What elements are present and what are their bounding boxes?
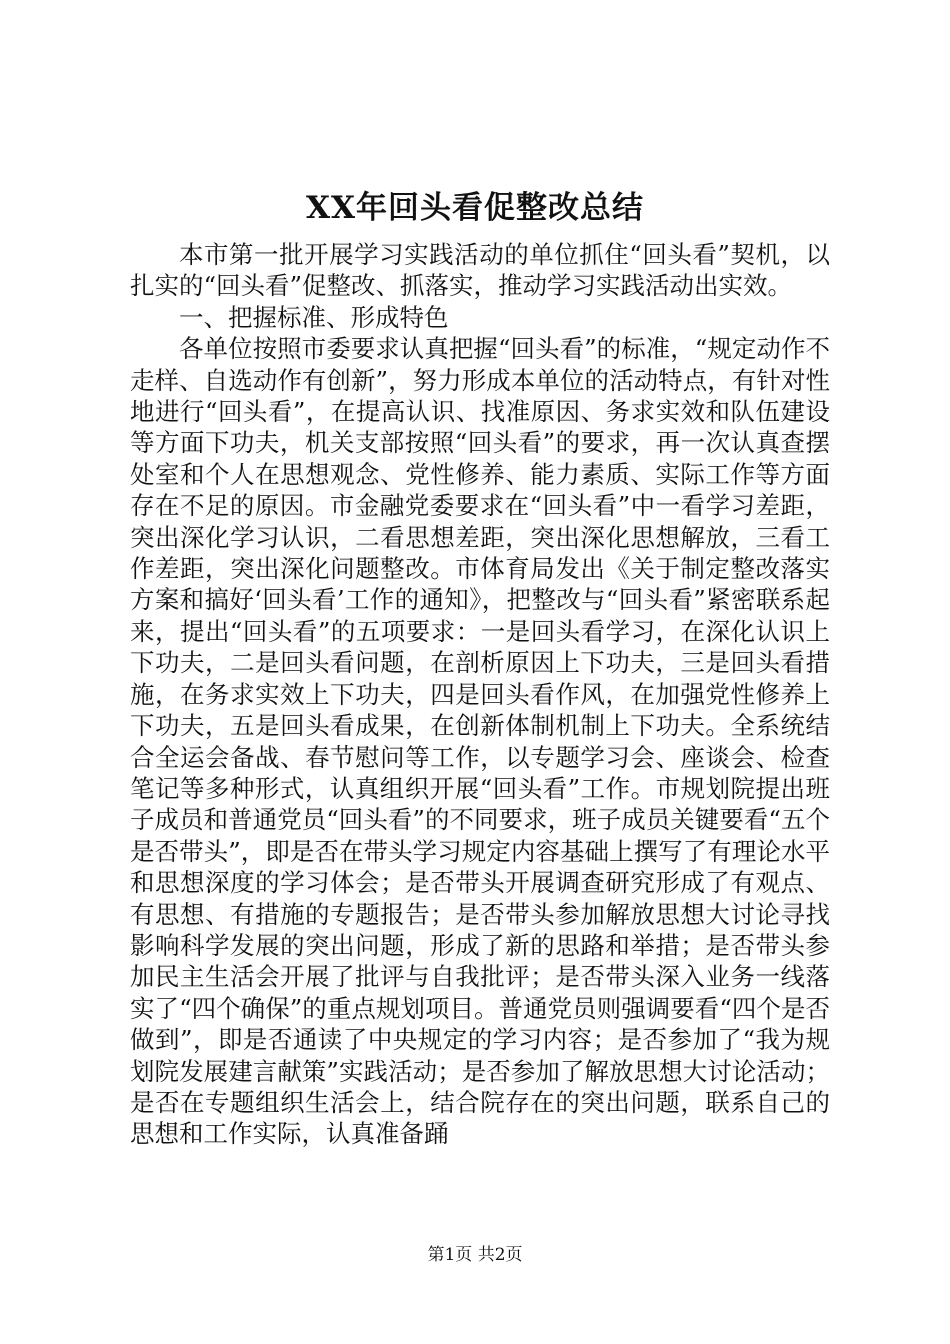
section-heading: 一、把握标准、形成特色 (179, 302, 449, 332)
intro-paragraph: 本市第一批开展学习实践活动的单位抓住“回头看”契机，以扎实的“回头看”促整改、抓落实，推动学习实践活动出实效。 (130, 240, 830, 301)
page-number-footer: 第1页 共2页 (427, 1245, 523, 1265)
document-title: XX年回头看促整改总结 (305, 190, 645, 226)
document-body (130, 239, 830, 1150)
body-paragraph: 各单位按照市委要求认真把握“回头看”的标准，“规定动作不走样、自选动作有创新”，努力形成本单位的活动特点，有针对性地进行“回头看”，在提高认识、找准原因、务求实效和队伍建设等方面下功夫，机关支部按照“回头看”的要求，再一次认真查摆处室和个人在思想观念、党性修养、能力素质、实际工作等方面存在不足的原因。市金融党委要求在“回头看”中一看学习差距，突出深化学习认识，二看思想差距，突出深化思想解放，三看工作差距，突出深化问题整改。市体育局发出《关于制定整改落实方案和搞好‘回头看’工作的通知》，把整改与“回头看”紧密联系起来，提出“回头看”的五项要求：一是回头看学习，在深化认识上下功夫，二是回头看问题，在剖析原因上下功夫，三是回头看措施，在务求实效上下功夫，四是回头看作风，在加强党性修养上下功夫，五是回头看成果，在创新体制机制上下功夫。全系统结合全运会备战、春节慰问等工作，以专题学习会、座谈会、检查笔记等多种形式，认真组织开展“回头看”工作。市规划院提出班子成员和普通党员“回头看”的不同要求，班子成员关键要看“五个是否带头”，即是否在带头学习规定内容基础上撰写了有理论水平和思想深度的学习体会；是否带头开展调查研究形成了有观点、有思想、有措施的专题报告；是否带头参加解放思想大讨论寻找影响科学发展的突出问题，形成了新的思路和举措；是否带头参加民主生活会开展了批评与自我批评；是否带头深入业务一线落实了“四个确保”的重点规划项目。普通党员则强调要看“四个是否做到”，即是否通读了中央规定的学习内容；是否参加了“我为规划院发展建言献策”实践活动；是否参加了解放思想大讨论活动；是否在专题组织生活会上，结合院存在的突出问题，联系自己的思想和工作实际，认真准备踊 (130, 334, 830, 1149)
